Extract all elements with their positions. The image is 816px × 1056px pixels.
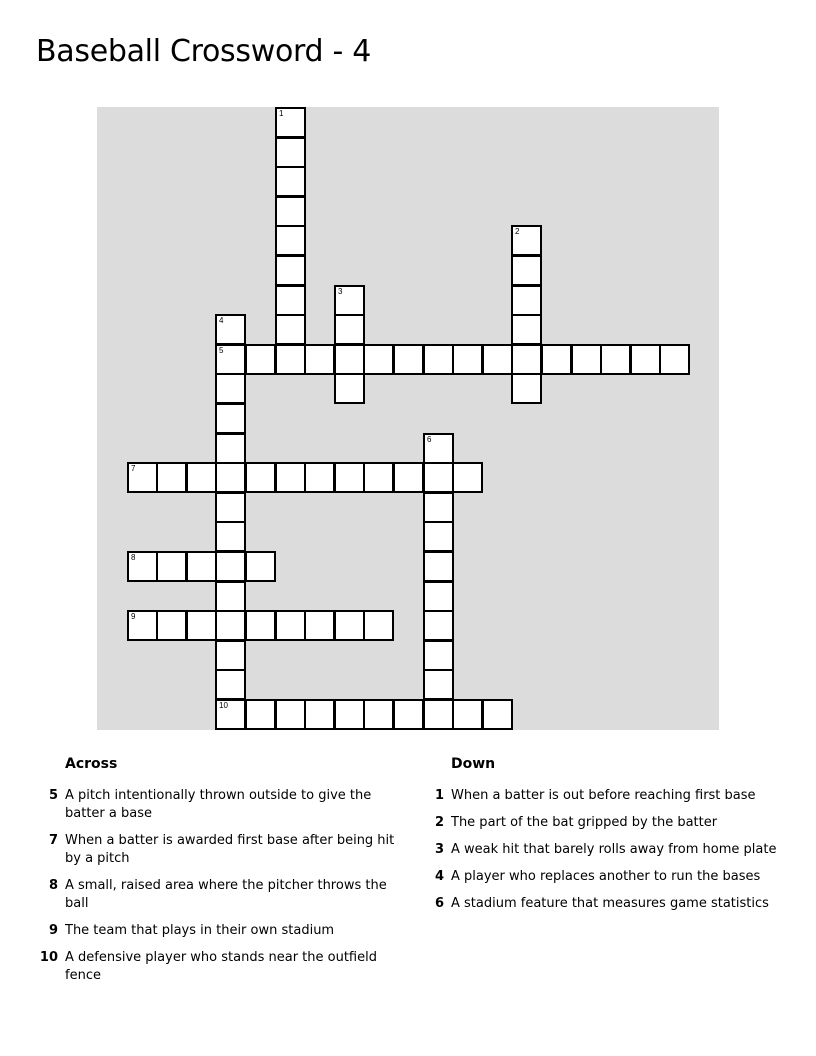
grid-cell[interactable]: [245, 462, 276, 493]
grid-cell[interactable]: [275, 314, 306, 345]
grid-cell[interactable]: [393, 344, 424, 375]
clue-number: 7: [48, 833, 58, 848]
grid-cell[interactable]: [215, 581, 246, 612]
grid-cell[interactable]: [511, 314, 542, 345]
grid-cell[interactable]: [215, 521, 246, 552]
grid-cell[interactable]: [600, 344, 631, 375]
grid-cell[interactable]: [275, 344, 306, 375]
grid-cell[interactable]: [393, 699, 424, 730]
grid-cell[interactable]: [127, 610, 158, 641]
grid-cell[interactable]: [363, 610, 394, 641]
grid-cell[interactable]: [423, 492, 454, 523]
grid-cell[interactable]: [275, 225, 306, 256]
grid-cell[interactable]: [511, 255, 542, 286]
grid-cell[interactable]: [659, 344, 690, 375]
clue-item: [36, 877, 396, 913]
grid-cell[interactable]: [215, 433, 246, 464]
grid-cell[interactable]: [156, 551, 187, 582]
grid-cell[interactable]: [423, 551, 454, 582]
grid-cell[interactable]: [571, 344, 602, 375]
page-title: Baseball Crossword - 4: [36, 34, 372, 69]
grid-cell[interactable]: [452, 699, 483, 730]
grid-cell[interactable]: [482, 699, 513, 730]
grid-cell[interactable]: [245, 610, 276, 641]
clue-item: [422, 814, 782, 832]
grid-cell[interactable]: [215, 551, 246, 582]
grid-cell[interactable]: [215, 462, 246, 493]
grid-cell[interactable]: [334, 344, 365, 375]
cell-number: 10: [219, 701, 228, 710]
clue-number: 10: [39, 950, 58, 965]
grid-cell[interactable]: [304, 344, 335, 375]
grid-cell[interactable]: [452, 344, 483, 375]
grid-cell[interactable]: [511, 285, 542, 316]
clue-number: 5: [48, 788, 58, 803]
clue-item: [36, 922, 396, 940]
grid-cell[interactable]: [215, 403, 246, 434]
grid-cell[interactable]: [127, 551, 158, 582]
clue-item: [36, 949, 396, 985]
grid-cell[interactable]: [275, 166, 306, 197]
cell-number: 9: [131, 612, 136, 621]
clue-number: 4: [434, 869, 444, 884]
grid-cell[interactable]: [363, 344, 394, 375]
grid-cell[interactable]: [630, 344, 661, 375]
clue-text: A pitch intentionally thrown outside to give the batter a base: [65, 788, 372, 821]
grid-cell[interactable]: [245, 551, 276, 582]
grid-cell[interactable]: [423, 433, 454, 464]
grid-cell[interactable]: [511, 225, 542, 256]
grid-cell[interactable]: [452, 462, 483, 493]
clue-text: A defensive player who stands near the outfield fence: [65, 950, 377, 983]
clue-text: A stadium feature that measures game statistics: [451, 896, 769, 911]
cell-number: 3: [338, 287, 343, 296]
grid-cell[interactable]: [275, 107, 306, 138]
clue-text: A weak hit that barely rolls away from home plate: [451, 842, 777, 857]
clue-text: When a batter is out before reaching first base: [451, 788, 756, 803]
grid-cell[interactable]: [363, 462, 394, 493]
grid-cell[interactable]: [423, 462, 454, 493]
grid-cell[interactable]: [423, 344, 454, 375]
down-heading: Down: [451, 756, 496, 772]
crossword-grid: [97, 107, 719, 730]
cell-number: 4: [219, 316, 224, 325]
grid-cell[interactable]: [393, 462, 424, 493]
grid-cell[interactable]: [127, 462, 158, 493]
cell-number: 1: [279, 109, 284, 118]
grid-cell[interactable]: [304, 462, 335, 493]
grid-cell[interactable]: [334, 314, 365, 345]
clue-text: The part of the bat gripped by the batter: [451, 815, 718, 830]
across-clues: [36, 756, 396, 994]
grid-cell[interactable]: [541, 344, 572, 375]
cell-number: 7: [131, 464, 136, 473]
grid-cell[interactable]: [304, 699, 335, 730]
clue-text: The team that plays in their own stadium: [65, 923, 335, 938]
cell-number: 6: [427, 435, 432, 444]
grid-cell[interactable]: [245, 344, 276, 375]
grid-cell[interactable]: [156, 610, 187, 641]
grid-cell[interactable]: [275, 699, 306, 730]
grid-cell[interactable]: [275, 285, 306, 316]
cell-number: 5: [219, 346, 224, 355]
clue-number: 2: [434, 815, 444, 830]
grid-cell[interactable]: [215, 699, 246, 730]
grid-cell[interactable]: [423, 521, 454, 552]
grid-cell[interactable]: [215, 669, 246, 700]
grid-cell[interactable]: [215, 640, 246, 671]
clue-item: [422, 895, 782, 913]
cell-number: 8: [131, 553, 136, 562]
grid-cell[interactable]: [423, 699, 454, 730]
across-heading: Across: [65, 756, 118, 772]
grid-cell[interactable]: [334, 285, 365, 316]
grid-cell[interactable]: [334, 462, 365, 493]
grid-cell[interactable]: [363, 699, 394, 730]
grid-cell[interactable]: [215, 373, 246, 404]
clue-text: A player who replaces another to run the bases: [451, 869, 761, 884]
clue-number: 1: [434, 788, 444, 803]
grid-cell[interactable]: [186, 610, 217, 641]
down-clues: [422, 756, 782, 922]
grid-cell[interactable]: [215, 610, 246, 641]
grid-cell[interactable]: [482, 344, 513, 375]
grid-cells: [97, 107, 719, 730]
grid-cell[interactable]: [334, 699, 365, 730]
clue-number: 6: [434, 896, 444, 911]
grid-cell[interactable]: [275, 196, 306, 227]
grid-cell[interactable]: [215, 492, 246, 523]
grid-cell[interactable]: [186, 551, 217, 582]
grid-cell[interactable]: [275, 137, 306, 168]
cell-number: 2: [515, 227, 520, 236]
grid-cell[interactable]: [275, 610, 306, 641]
grid-cell[interactable]: [245, 699, 276, 730]
clue-item: [422, 841, 782, 859]
grid-cell[interactable]: [215, 314, 246, 345]
grid-cell[interactable]: [334, 373, 365, 404]
clue-text: A small, raised area where the pitcher throws the ball: [65, 878, 387, 911]
clue-text: When a batter is awarded first base after being hit by a pitch: [65, 833, 395, 866]
clue-number: 3: [434, 842, 444, 857]
grid-cell[interactable]: [156, 462, 187, 493]
grid-cell[interactable]: [423, 610, 454, 641]
clue-item: [36, 832, 396, 868]
clue-item: [422, 868, 782, 886]
grid-cell[interactable]: [304, 610, 335, 641]
grid-cell[interactable]: [275, 462, 306, 493]
clue-item: [36, 787, 396, 823]
grid-cell[interactable]: [334, 610, 365, 641]
grid-cell[interactable]: [423, 669, 454, 700]
grid-cell[interactable]: [511, 373, 542, 404]
grid-cell[interactable]: [423, 581, 454, 612]
clue-number: 9: [48, 923, 58, 938]
grid-cell[interactable]: [511, 344, 542, 375]
clue-item: [422, 787, 782, 805]
grid-cell[interactable]: [215, 344, 246, 375]
grid-cell[interactable]: [186, 462, 217, 493]
grid-cell[interactable]: [275, 255, 306, 286]
grid-cell[interactable]: [423, 640, 454, 671]
clue-number: 8: [48, 878, 58, 893]
